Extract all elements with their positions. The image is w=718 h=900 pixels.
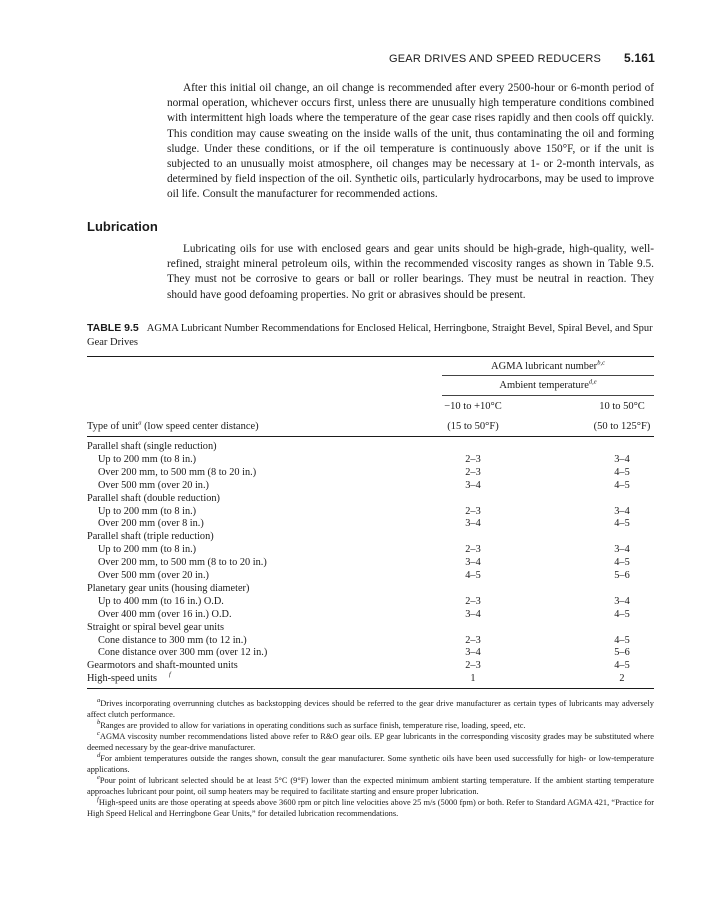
row-unit-type: High-speed units: [87, 673, 158, 685]
row-unit-type: Up to 200 mm (to 8 in.): [98, 453, 197, 465]
col2-fahrenheit: (50 to 125°F): [593, 421, 651, 432]
table-row: [87, 544, 654, 557]
footnote-text: Pour point of lubricant selected should be at least 5°C (9°F) lower than the expected minimum ambient starting temperature. If the ambient starting temperature approaches lubricant pour point, oil sump heaters may be required to facilitate starting and ensure proper lubrication.: [87, 776, 654, 796]
row-value-low-ambient: 4–5: [465, 570, 481, 581]
header-ambient-sup: d,e: [588, 378, 597, 386]
type-of-unit-suffix: (low speed center distance): [141, 421, 259, 432]
footnote-text: Drives incorporating overrunning clutches as backstopping devices should be referred to the gear drive manufacturer as certain types of lubricants may adversely affect clutch performance.: [87, 699, 654, 719]
table-row: High-speed units f 1 2: [87, 673, 654, 686]
row-value-low-ambient: 1: [470, 673, 476, 685]
type-of-unit-header: [87, 421, 259, 432]
header-subrule-2: [442, 395, 654, 396]
row-unit-type: Over 200 mm, to 500 mm (8 to to 20 in.): [98, 557, 267, 569]
row-value-low-ambient: 3–4: [465, 608, 481, 620]
row-value-low-ambient: 2–3: [465, 660, 481, 672]
row-unit-type: Over 200 mm, to 500 mm (8 to 20 in.): [98, 466, 257, 478]
row-value-low-ambient: 3–4: [465, 518, 481, 530]
lubrication-paragraph: [167, 242, 654, 303]
section-title: GEAR DRIVES AND SPEED REDUCERS: [389, 53, 602, 65]
table-row: [87, 647, 654, 660]
row-unit-type: Cone distance to 300 mm (to 12 in.): [98, 634, 247, 646]
row-value-low-ambient: 2–3: [465, 453, 481, 465]
footnote-text: AGMA viscosity number recommendations listed above refer to R&O gear oils. EP gear lubricants in the corresponding viscosity grades may be substituted where deemed necessary by the gear-drive manufacturer.: [87, 732, 654, 752]
row-unit-type: Cone distance over 300 mm (over 12 in.): [98, 647, 268, 659]
table-row: [87, 506, 654, 519]
table-row: [87, 570, 654, 583]
intro-paragraph-text: After this initial oil change, an oil change is recommended after every 2500-hour or 6-month period of normal operation, whichever occurs first, unless there are unusually high temperature conditions combined with intermittent high loads where the temperature of the gear case rises rapidly and then cools off quickly. This condition may cause sweating on the inside walls of the unit, thus contaminating the oil and forming sludge. Under these conditions, or if the oil temperature is continuously above 150°F, or if the unit is subjected to an unusually moist atmosphere, oil changes may be necessary at 1- or 2-month intervals, as determined by field inspection of the oil. Synthetic oils, particularly hydrocarbons, may be used to improve oil life. Consult the manufacturer for recommended actions.: [167, 82, 654, 201]
row-value-low-ambient: 2–3: [465, 595, 481, 607]
row-value-high-ambient: 4–5: [614, 660, 630, 672]
row-value-high-ambient: 3–4: [614, 544, 630, 556]
header-lubricant-sup: b,c: [597, 359, 605, 367]
row-value-high-ambient: 3–4: [614, 595, 630, 607]
header-lubricant-number-text: AGMA lubricant number: [491, 361, 598, 372]
row-unit-type: Straight or spiral bevel gear units: [87, 621, 224, 633]
table-row: [87, 583, 654, 596]
footnote-text: For ambient temperatures outside the ranges shown, consult the gear manufacturer. Some synthetic oils have been used successfully for high- or low-temperature applications.: [87, 754, 654, 774]
col1-celsius: −10 to +10°C: [444, 401, 502, 412]
row-value-high-ambient: 3–4: [614, 505, 630, 517]
row-value-high-ambient: 4–5: [614, 634, 630, 646]
table-header-rule: [87, 436, 654, 437]
row-value-high-ambient: 5–6: [614, 647, 630, 659]
type-of-unit-text: Type of unit: [87, 421, 139, 432]
table-row: [87, 493, 654, 506]
row-value-high-ambient: 5–6: [614, 570, 630, 581]
table-caption: [87, 321, 654, 350]
footnote-mark: a: [97, 697, 101, 705]
row-value-high-ambient: 4–5: [614, 608, 630, 620]
footnote-mark: e: [97, 774, 100, 782]
footnote: [87, 731, 654, 753]
page-number: 5.161: [623, 51, 655, 65]
table-row: [87, 531, 654, 544]
table-row: [87, 441, 654, 454]
row-unit-type: Gearmotors and shaft-mounted units: [87, 660, 238, 672]
row-value-high-ambient: 4–5: [614, 518, 630, 530]
footnote-mark: c: [97, 730, 100, 738]
table-row: [87, 480, 654, 493]
footnote-mark: b: [97, 719, 101, 727]
running-header: [389, 51, 655, 65]
row-value-low-ambient: 2–3: [465, 544, 481, 556]
footnote: [87, 698, 654, 720]
row-unit-type: Planetary gear units (housing diameter): [87, 582, 250, 594]
table-row: [87, 635, 654, 648]
footnote-text: Ranges are provided to allow for variations in operating conditions such as surface finish, temperature rise, loading, speed, etc.: [100, 721, 526, 730]
header-ambient-text: Ambient temperature: [499, 380, 589, 391]
row-value-high-ambient: 2: [619, 673, 625, 685]
row-unit-type: Up to 200 mm (to 8 in.): [98, 505, 197, 517]
footnote-mark: f: [97, 796, 99, 804]
header-lubricant-number: [442, 361, 654, 372]
table-row: [87, 660, 654, 673]
header-ambient-temperature: [442, 380, 654, 391]
type-of-unit-sup: a: [138, 419, 142, 427]
row-value-low-ambient: 2–3: [465, 505, 481, 517]
row-value-low-ambient: 2–3: [465, 466, 481, 478]
row-unit-type: Over 400 mm (over 16 in.) O.D.: [98, 608, 232, 620]
lubrication-paragraph-text: Lubricating oils for use with enclosed gears and gear units should be high-grade, high-quality, well-refined, straight mineral petroleum oils, within the recommended viscosity ranges as shown in Table 9.5. They must not be corrosive to gears or ball or roller bearings. They must be neutral in reaction. They should have good defoaming properties. No grit or abrasives should be present.: [167, 243, 654, 301]
row-value-high-ambient: 4–5: [614, 479, 630, 491]
table-row: [87, 557, 654, 570]
row-unit-type: Over 200 mm (over 8 in.): [98, 518, 204, 530]
row-value-low-ambient: 3–4: [465, 557, 481, 569]
table-row: [87, 454, 654, 467]
row-value-high-ambient: 4–5: [614, 557, 630, 569]
row-value-low-ambient: 2–3: [465, 634, 481, 646]
footnotes: [87, 698, 654, 819]
footnote: [87, 797, 654, 819]
table-top-rule: [87, 356, 654, 357]
intro-paragraph: [167, 81, 654, 203]
row-unit-type: Up to 400 mm (to 16 in.) O.D.: [98, 595, 224, 607]
header-subrule-1: [442, 375, 654, 376]
footnote: [87, 775, 654, 797]
row-unit-type: Parallel shaft (triple reduction): [87, 531, 214, 543]
table-row: [87, 467, 654, 480]
row-unit-type: Over 500 mm (over 20 in.): [98, 479, 209, 491]
footnote: [87, 753, 654, 775]
row-unit-type: Over 500 mm (over 20 in.): [98, 570, 209, 581]
footnote-mark: d: [97, 752, 101, 760]
table-label: TABLE 9.5: [87, 322, 139, 334]
row-value-low-ambient: 3–4: [465, 479, 481, 491]
table-row: [87, 518, 654, 531]
table-row: [87, 609, 654, 622]
row-unit-type: Up to 200 mm (to 8 in.): [98, 544, 197, 556]
row-unit-type: Parallel shaft (double reduction): [87, 492, 220, 504]
footnote-text: High-speed units are those operating at speeds above 3600 rpm or pitch line velocities above 25 m/s (5000 fpm) or both. Refer to Standard AGMA 421, “Practice for High Speed Helical and Herringbone Gear Units,” for detailed lubrication recommendations.: [87, 798, 654, 818]
col2-celsius: 10 to 50°C: [599, 401, 645, 412]
section-heading: Lubrication: [87, 219, 158, 234]
footnote: [87, 720, 654, 731]
row-unit-type: Parallel shaft (single reduction): [87, 441, 217, 452]
table-caption-text: AGMA Lubricant Number Recommendations for Enclosed Helical, Herringbone, Straight Bevel, Spiral Bevel, and Spur Gear Drives: [87, 323, 653, 348]
row-value-low-ambient: 3–4: [465, 647, 481, 659]
row-value-high-ambient: 4–5: [614, 466, 630, 478]
row-value-high-ambient: 3–4: [614, 453, 630, 465]
table-row: [87, 622, 654, 635]
table-row: [87, 596, 654, 609]
col1-fahrenheit: (15 to 50°F): [447, 421, 499, 432]
table-bottom-rule: [87, 688, 654, 689]
